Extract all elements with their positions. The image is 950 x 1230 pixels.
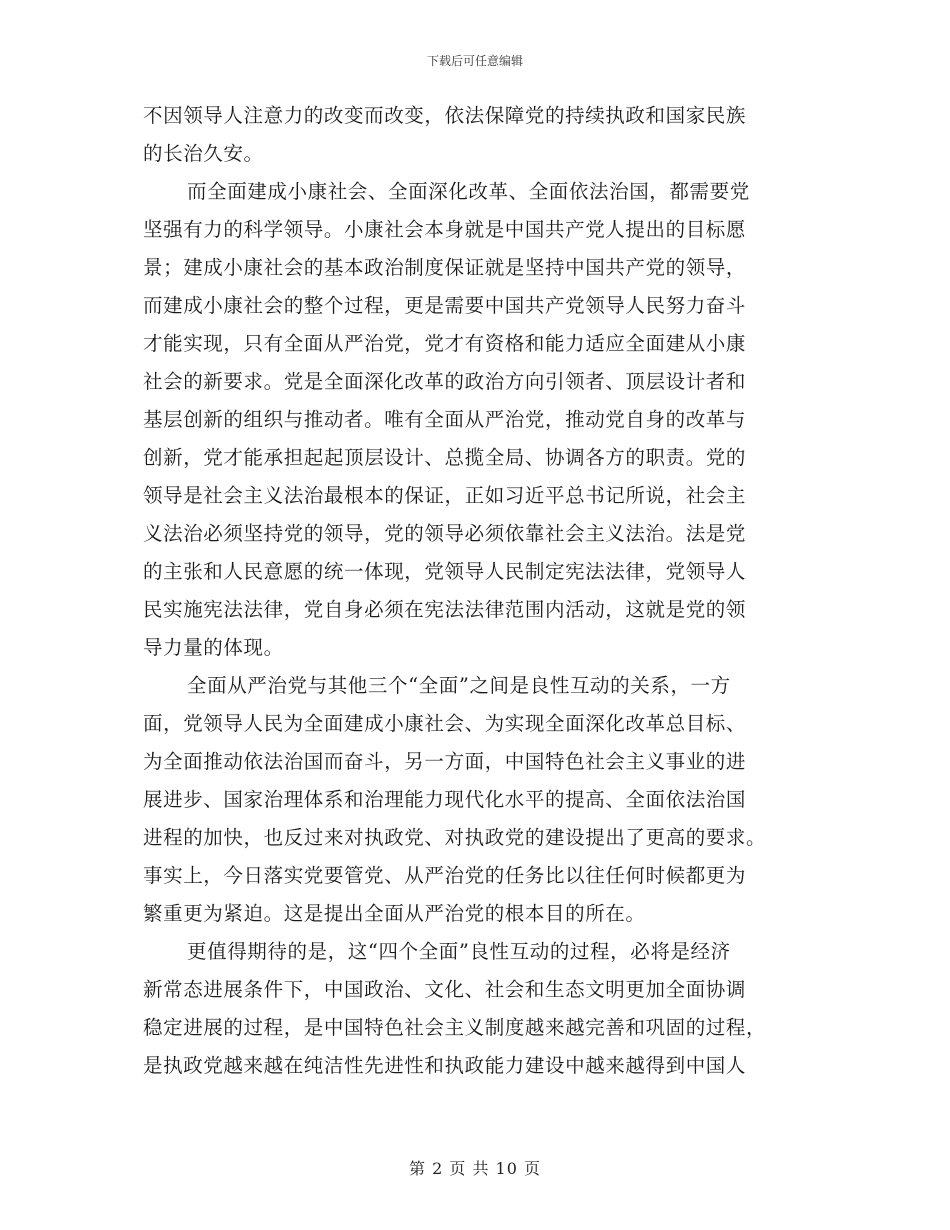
page-header: 下载后可任意编辑: [426, 54, 523, 68]
text-line: 事实上，今日落实党要管党、从严治党的任务比以往任何时候都更为: [143, 864, 747, 887]
text-line: 而全面建成小康社会、全面深化改革、全面依法治国，都需要党: [187, 180, 750, 203]
text-line: 的长治久安。: [143, 142, 264, 165]
page-footer: 第 2 页 共 10 页: [409, 1159, 541, 1178]
text-line: 繁重更为紧迫。这是提出全面从严治党的根本目的所在。: [143, 902, 646, 925]
text-line: 义法治必须坚持党的领导，党的领导必须依靠社会主义法治。法是党: [143, 522, 747, 545]
text-line: 新常态进展条件下，中国政治、文化、社会和生态文明更加全面协调: [143, 978, 747, 1001]
text-line: 民实施宪法法律，党自身必须在宪法法律范围内活动，这就是党的领: [143, 598, 747, 621]
document-body: [143, 97, 811, 1085]
text-line: 是执政党越来越在纯洁性先进性和执政能力建设中越来越得到中国人: [143, 1054, 747, 1077]
text-line: 才能实现，只有全面从严治党，党才有资格和能力适应全面建从小康: [143, 332, 747, 355]
text-line: 稳定进展的过程，是中国特色社会主义制度越来越完善和巩固的过程，: [143, 1016, 767, 1039]
text-line: 不因领导人注意力的改变而改变，依法保障党的持续执政和国家民族: [143, 104, 747, 127]
text-line: 景；建成小康社会的基本政治制度保证就是坚持中国共产党的领导，: [143, 256, 747, 279]
text-line: 而建成小康社会的整个过程，更是需要中国共产党领导人民努力奋斗: [143, 294, 747, 317]
text-line: 面，党领导人民为全面建成小康社会、为实现全面深化改革总目标、: [143, 712, 747, 735]
text-line: 创新，党才能承担起起顶层设计、总揽全局、协调各方的职责。党的: [143, 446, 747, 469]
text-line: 导力量的体现。: [143, 636, 284, 659]
text-line: 为全面推动依法治国而奋斗，另一方面，中国特色社会主义事业的进: [143, 750, 747, 773]
text-line: 展进步、国家治理体系和治理能力现代化水平的提高、全面依法治国: [143, 788, 747, 811]
text-line: 进程的加快，也反过来对执政党、对执政党的建设提出了更高的要求。: [143, 826, 767, 849]
text-line: 的主张和人民意愿的统一体现，党领导人民制定宪法法律，党领导人: [143, 560, 747, 583]
text-line: 坚强有力的科学领导。小康社会本身就是中国共产党人提出的目标愿: [143, 218, 747, 241]
text-line: 基层创新的组织与推动者。唯有全面从严治党，推动党自身的改革与: [143, 408, 747, 431]
text-line: 社会的新要求。党是全面深化改革的政治方向引领者、顶层设计者和: [143, 370, 747, 393]
text-line: 领导是社会主义法治最根本的保证，正如习近平总书记所说，社会主: [143, 484, 747, 507]
text-line: 更值得期待的是，这“四个全面”良性互动的过程，必将是经济: [187, 940, 731, 963]
text-line: 全面从严治党与其他三个“全面”之间是良性互动的关系，一方: [187, 674, 731, 697]
